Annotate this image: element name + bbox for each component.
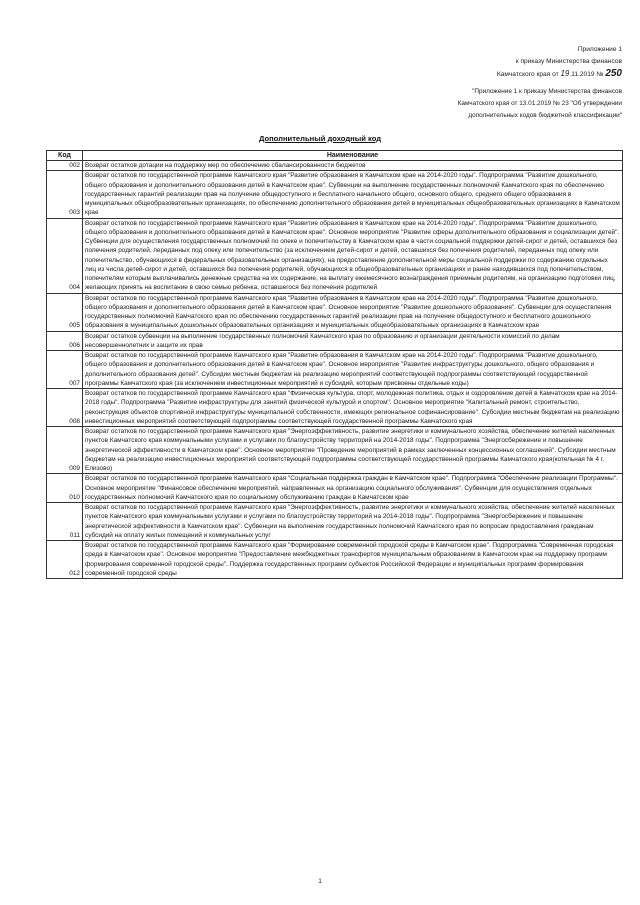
table-body (47, 161, 623, 579)
order-line: к приказу Министерства финансов (515, 58, 622, 65)
row-name: Возврат остатков по государственной программе Камчатского края "Энергоэффективность, развитие энергетики и коммунального хозяйства, обеспечение жителей населенных пунктов Камчатского края коммунальными услугами и услугами по благоустройству территорий на 2014-2018 годы". Подпрограмма "Энергосбережение и повышение энергетической эффективности в Камчатском крае". Субвенции на выполнение государственных полномочий Камчатского края по вопросам предоставления гражданам субсидий на оплату жилых помещений и коммунальных услуг (83, 503, 623, 541)
annex-line-1: "Приложение 1 к приказу Министерства финансов (472, 88, 622, 95)
order-date-line (322, 68, 622, 81)
row-code: 003 (47, 171, 83, 218)
table-row (47, 161, 623, 171)
row-name: Возврат остатков дотации на поддержку мер по обеспечению сбалансированности бюджетов (83, 161, 623, 171)
table-row (47, 331, 623, 351)
appendix-label: Приложение 1 (577, 46, 622, 53)
table-row (47, 541, 623, 579)
row-name: Возврат остатков по государственной программе Камчатского края "Развитие образования в Камчатском крае на 2014-2020 годы". Подпрограмма "Развитие дошкольного, общего образования и дополнительного образования детей в Камчатском крае". Основное мероприятие "Развитие инфраструктуры дошкольного, общего образования и дополнительного образования детей". Субсидии местным бюджетам на реализацию мероприятий соответствующей подпрограммы соответствующей государственной программы Камчатского края (за исключением инвестиционных мероприятий и субсидий, которым присвоены отдельные коды) (83, 351, 623, 389)
table-row (47, 218, 623, 293)
row-name: Возврат остатков по государственной программе Камчатского края "Формирование современной городской среды в Камчатском крае". Подпрограмма "Современная городская среда в Камчатском крае". Основное мероприятие "Предоставление межбюджетных трансфертов муниципальным образованиям в Камчатском крае на поддержку программ формирования современной городской среды". Поддержка государственных программ субъектов Российской Федерации и муниципальных программ формирования современной городской среды (83, 541, 623, 579)
column-header-name: Наименование (83, 151, 623, 161)
annex-reference (322, 86, 622, 122)
table-row (47, 293, 623, 331)
table-row (47, 474, 623, 503)
row-name: Возврат остатков по государственной программе Камчатского края "Развитие образования в Камчатском крае на 2014-2020 годы". Подпрограмма "Развитие дошкольного, общего образования и дополнительного образования детей в Камчатском крае". Основное мероприятие "Развитие сферы дополнительного образования и социализации детей". Субвенции для осуществления государственных полномочий по опеке и попечительству в Камчатском крае в части социальной поддержки детей-сирот и детей, оставшихся без попечения родителей, переданных под опеку или попечительство (за исключением детей-сирот и детей, оставшихся без попечения родителей, переданных под опеку или попечительство, обучающихся в федеральных образовательных организациях), на предоставление дополнительной меры социальной поддержки по содержанию отдельных лиц из числа детей-сирот и детей, оставшихся без попечения родителей, обучающихся в общеобразовательных организациях и ранее находившихся под попечительством, попечителям которым выплачивались денежные средства на их содержание, на выплату ежемесячного вознаграждения приемным родителям, на организацию подготовки лиц, желающих принять на воспитание в свою семью ребенка, оставшегося без попечения родителей (83, 218, 623, 293)
row-name: Возврат остатков субвенции на выполнение государственных полномочий Камчатского края по образованию и организации деятельности комиссий по делам несовершеннолетних и защите их прав (83, 331, 623, 351)
column-header-code: Код (47, 151, 83, 161)
table-row (47, 427, 623, 474)
annex-line-2: Камчатского края от 13.01.2019 № 23 "Об утверждении (457, 100, 622, 107)
row-code: 005 (47, 293, 83, 331)
page-number: 1 (318, 878, 322, 885)
row-code: 006 (47, 331, 83, 351)
income-codes-table (46, 150, 623, 579)
row-name: Возврат остатков по государственной программе Камчатского края "Энергоэффективность, развитие энергетики и коммунального хозяйства, обеспечение жителей населенных пунктов Камчатского края коммунальными услугами и услугами по благоустройству территорий на 2014-2018 годы". Подпрограмма "Энергосбережение и повышение энергетической эффективности в Камчатском крае". Основное мероприятие "Проведение мероприятий в рамках заключенных концессионных соглашений". Субсидии местным бюджетам на реализацию инвестиционных мероприятий соответствующей подпрограммы соответствующей государственной программы Камчатского края(котельная № 4 г. Елизово) (83, 427, 623, 474)
table-row (47, 351, 623, 389)
order-header (322, 44, 622, 81)
kamchatka-prefix: Камчатского края от (496, 71, 559, 78)
row-code: 009 (47, 427, 83, 474)
document-title: Дополнительный доходный код (258, 134, 382, 143)
row-name: Возврат остатков по государственной программе Камчатского края "Развитие образования в Камчатском крае на 2014-2020 годы". Подпрограмма "Развитие дошкольного, общего образования и дополнительного образования детей в Камчатском крае". Основное мероприятие "Развитие дошкольного образования". Субвенции для осуществления государственных полномочий Камчатского края по обеспечению государственных гарантий реализации прав на получение общедоступного и бесплатного дошкольного образования в муниципальных дошкольных образовательных организациях и муниципальных общеобразовательных организациях в Камчатском крае (83, 293, 623, 331)
table-header-row (47, 151, 623, 161)
row-code: 010 (47, 474, 83, 503)
order-number: 250 (605, 68, 622, 79)
table-row (47, 503, 623, 541)
table-row (47, 171, 623, 218)
row-name: Возврат остатков по государственной программе Камчатского края "Развитие образования в Камчатском крае на 2014-2020 годы". Подпрограмма "Развитие дошкольного, общего образования и дополнительного образования детей в Камчатском крае". Субвенции на выполнение государственных полномочий Камчатского края по обеспечению государственных гарантий реализации прав на получение общедоступного и бесплатного начального общего, основного общего, среднего общего образования в муниципальных общеобразовательных организациях, по обеспечению дополнительного образования детей в муниципальных общеобразовательных организациях в Камчатском крае (83, 171, 623, 218)
order-date-day: 19 (560, 69, 570, 78)
row-code: 007 (47, 351, 83, 389)
row-code: 004 (47, 218, 83, 293)
row-name: Возврат остатков по государственной программе Камчатского края "Физическая культура, спорт, молодежная политика, отдых и оздоровление детей в Камчатском крае на 2014-2018 годы". Подпрограмма "Развитие инфраструктуры для занятий физической культурой и спортом". Основное мероприятие "Капитальный ремонт, строительство, реконструкция объектов спортивной инфраструктуры муниципальной собственности, имеющих региональное софинансирование". Субсидии местным бюджетам на реализацию инвестиционных мероприятий соответствующей подпрограммы соответствующей государственной программы Камчатского края (83, 389, 623, 427)
row-code: 008 (47, 389, 83, 427)
table-row (47, 389, 623, 427)
row-code: 002 (47, 161, 83, 171)
order-date-rest: .11.2019 № (569, 71, 604, 78)
row-name: Возврат остатков по государственной программе Камчатского края "Социальная поддержка граждан в Камчатском крае". Подпрограмма "Обеспечение реализации Программы". Основное мероприятие "Финансовое обеспечение мероприятий, направленных на организацию социального обслуживания". Субвенции для осуществления отдельных государственных полномочий Камчатского края по социальному обслуживанию граждан в Камчатском крае (83, 474, 623, 503)
annex-line-3: дополнительных кодов бюджетной классификации" (468, 112, 622, 119)
row-code: 011 (47, 503, 83, 541)
row-code: 012 (47, 541, 83, 579)
